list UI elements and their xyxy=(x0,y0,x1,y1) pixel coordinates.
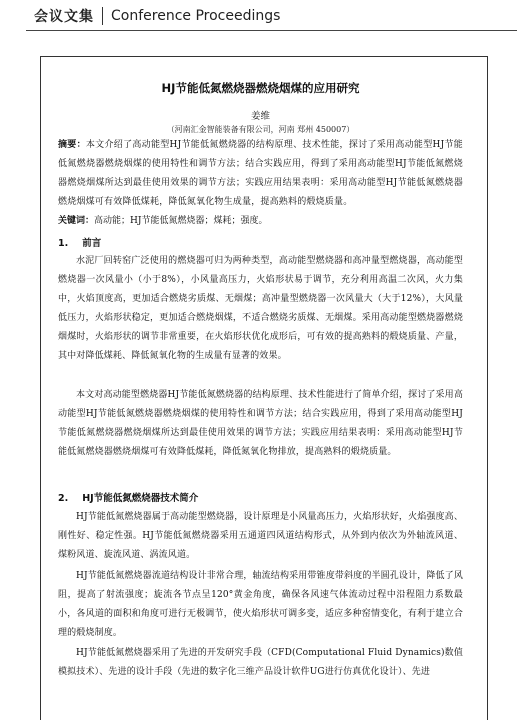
paragraph: HJ节能低氮燃烧器采用了先进的开发研究手段（CFD(Computational Fluid Dynamics)数值模拟技术）、先进的设计手段（先进的数字化三维产品设计软件UG进行仿真优化设计）、先进 xyxy=(58,648,463,677)
section-title: HJ节能低氮燃烧器技术简介 xyxy=(82,493,199,504)
paragraph: 水泥厂回转窑广泛使用的燃烧器可归为两种类型，高动能型燃烧器和高冲量型燃烧器，高动能型燃烧器一次风量小（小于8%），小风量高压力，火焰形状易于调节，充分利用高温二次风，火力集中，火焰顶度高，更加适合燃烧劣质煤、无烟煤；高冲量型燃烧器一次风量大（大于12%），大风量低压力，火焰形状稳定，更加适合燃烧烟煤，不适合燃烧劣质煤、无烟煤。采用高动能型燃烧器燃烧烟煤时，火焰形状的调节非常重要，在火焰形状优化成形后，可有效的提高熟料的煅烧质量、产量，其中对降低煤耗、降低氮氧化物的生成量有显著的效果。 xyxy=(58,256,463,361)
section-number: 2. xyxy=(58,493,69,504)
keywords xyxy=(58,212,463,231)
header-separator xyxy=(102,7,103,25)
paragraph: HJ节能低氮燃烧器流道结构设计非常合理，轴流结构采用带锥度带斜度的半圆孔设计，降低了风阻，提高了射流强度；旋流各节点呈120°黄金角度，确保各风速气体流动过程中沿程阻力系数最小，各风道的面积和角度可进行无极调节，使火焰形状可调多变，适应多种窑情变化，有利于建立合理的煅烧制度。 xyxy=(58,571,463,638)
paragraph: HJ节能低氮燃烧器属于高动能型燃烧器，设计原理是小风量高压力，火焰形状好，火焰强度高、刚性好、稳定性强。HJ节能低氮燃烧器采用五通道四风道结构形式，从外到内依次为外轴流风道、煤粉风道、旋流风道、涡流风道。 xyxy=(58,512,463,560)
abstract-text: 本文介绍了高动能型HJ节能低氮燃烧器的结构原理、技术性能，探讨了采用高动能型HJ节能低氮燃烧器燃烧烟煤的使用特性和调节方法；结合实践应用，得到了采用高动能型HJ节能低氮燃烧器燃烧烟煤所达到最佳使用效果的调节方法；实践应用结果表明：采用高动能型HJ节能低氮燃烧器燃烧烟煤可有效降低煤耗，降低氮氧化物生成量，提高熟料的煅烧质量。 xyxy=(58,140,463,207)
keywords-text: 高动能；HJ节能低氮燃烧器；煤耗；强度。 xyxy=(94,216,268,226)
paper-author: 姜维 xyxy=(250,111,270,122)
paper-title: HJ节能低氮燃烧器燃烧烟煤的应用研究 xyxy=(161,81,360,95)
section-title: 前言 xyxy=(82,238,102,249)
paragraph: 本文对高动能型燃烧器HJ节能低氮燃烧器的结构原理、技术性能进行了简单介绍，探讨了采用高动能型HJ节能低氮燃烧器燃烧烟煤的使用特性和调节方法；结合实践应用，得到了采用高动能型HJ节能低氮燃烧器燃烧烟煤所达到最佳使用效果的调节方法；实践应用结果表明：采用高动能型HJ节能低氮燃烧器燃烧烟煤可有效降低煤耗，降低氮氧化物排放，提高熟料的煅烧质量。 xyxy=(58,390,463,457)
abstract-label: 摘要： xyxy=(58,140,86,150)
running-header-cn: 会议文集 xyxy=(34,9,94,25)
paper-affiliation: （河南汇金智能装备有限公司，河南 郑州 450007） xyxy=(166,125,355,134)
section-number: 1. xyxy=(58,238,69,249)
header-rule xyxy=(26,30,517,31)
running-header-en: Conference Proceedings xyxy=(111,8,281,24)
running-header xyxy=(34,6,280,26)
section-heading-technology xyxy=(58,490,463,504)
section-heading-introduction xyxy=(58,235,463,249)
abstract xyxy=(58,136,463,212)
keywords-label: 关键词： xyxy=(58,216,95,226)
